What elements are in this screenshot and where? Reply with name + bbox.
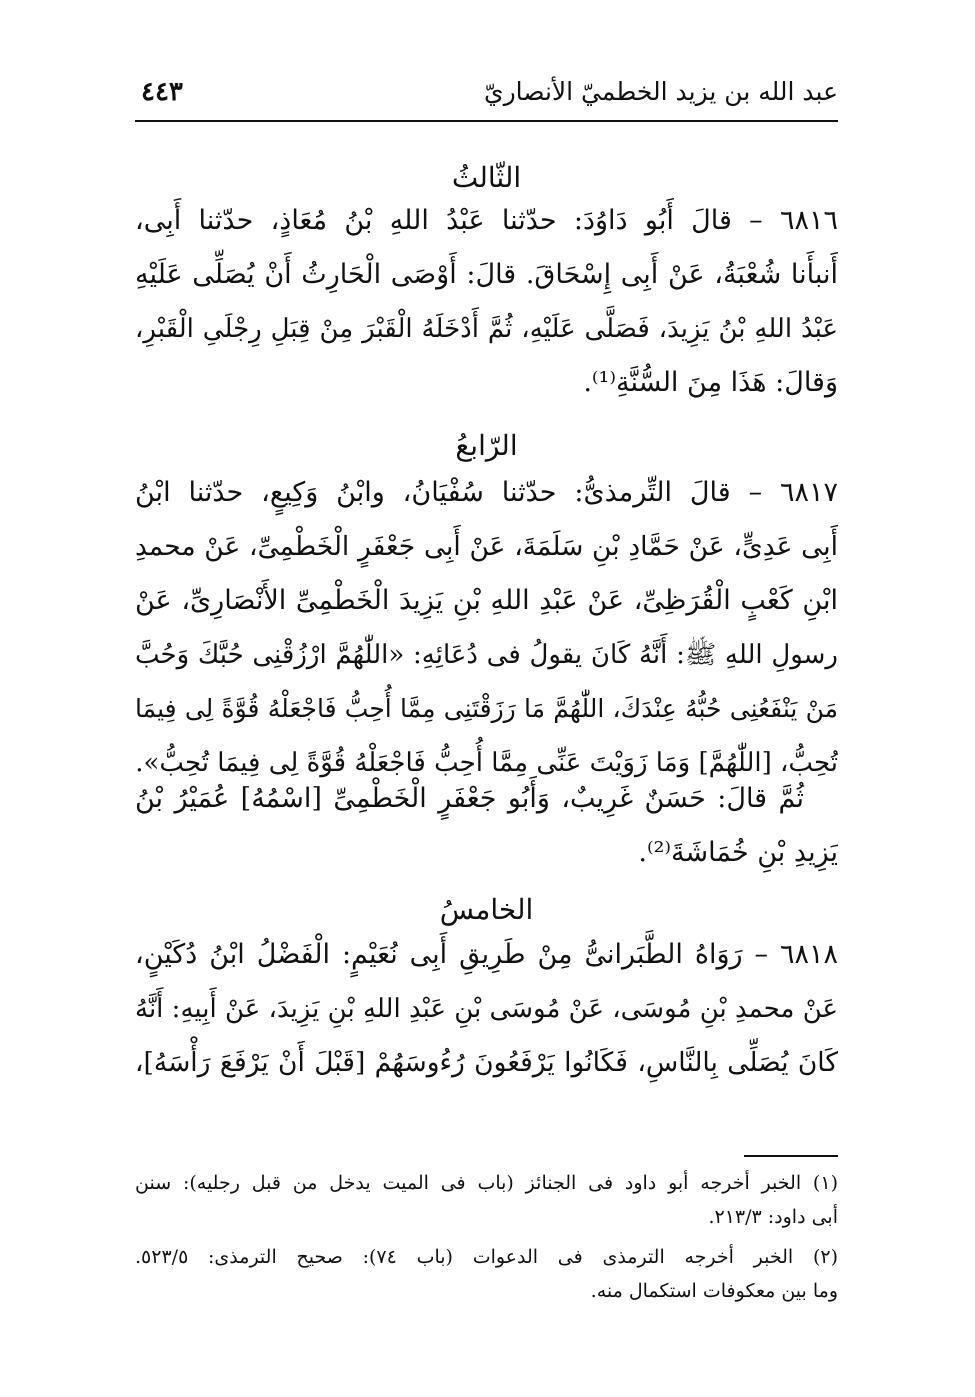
- footnote-line: (٢) الخبر أخرجه الترمذى فى الدعوات (باب ٧٤): صحيح الترمذى: ٥٢٣/٥.: [135, 1246, 838, 1268]
- footnote-line: وما بين معكوفات استكمال منه.: [590, 1280, 838, 1302]
- text-line: تُحِبُّ، [اللّٰهُمَّ] وَمَا زَوَيْتَ عَنِّى مِمَّا أُحِبُّ فَاجْعَلْهُ قُوَّةً لِى فِيمَا تُحِبُّ».: [135, 748, 838, 778]
- text-line: مَنْ يَنْفَعُنِى حُبُّهُ عِنْدَكَ، اللّٰهُمَّ مَا رَزَقْتَنِى مِمَّا أُحِبُّ فَاجْعَلْهُ قُوَّةً لِى فِيمَا: [135, 694, 838, 723]
- running-head-title: عبد الله بن يزيد الخطميّ الأنصاريّ: [484, 77, 838, 106]
- hadith-6818: [135, 928, 838, 1090]
- text-line: ٦٨١٨ – رَوَاهُ الطَّبَرانىُّ مِنْ طَرِيقِ أَبِى نُعَيْمٍ: الْفَضْلُ ابْنُ دُكَيْنٍ،: [135, 939, 838, 970]
- hadith-6817: [135, 466, 838, 790]
- hadith-6817-comment: [135, 772, 838, 880]
- text-line: عَبْدُ اللهِ بْنُ يَزِيدَ، فَصَلَّى عَلَيْهِ، ثُمَّ أَدْخَلَهُ الْقَبْرَ مِنْ قِبَلِ رِجْلَىِ الْقَبْرِ،: [135, 314, 838, 344]
- running-head: [135, 70, 838, 122]
- section-heading-fourth: الرّابعُ: [455, 429, 518, 462]
- footnotes: [135, 1166, 838, 1308]
- text-line: كَانَ يُصَلِّى بِالنَّاسِ، فَكَانُوا يَرْفَعُونَ رُءُوسَهُمْ [قَبْلَ أَنْ يَرْفَعَ رَأْسَهُ]،: [135, 1047, 838, 1078]
- text-line: ٦٨١٦ – قالَ أَبُو دَاوُدَ: حدّثنا عَبْدُ اللهِ بْنُ مُعَاذٍ، حدّثنا أَبِى،: [135, 205, 838, 236]
- text-line: رسولِ اللهِ ﷺ: أَنَّهُ كَانَ يقولُ فى دُعَائِهِ: «اللّٰهُمَّ ارْزُقْنِى حُبَّكَ وَحُبَّ: [135, 640, 838, 670]
- text-line: ٦٨١٧ – قالَ التِّرمذىُّ: حدّثنا سُفْيَانُ، وابْنُ وَكِيعٍ، حدّثنا ابْنُ: [135, 477, 838, 508]
- page-number: ٤٤٣: [141, 77, 183, 107]
- text-line: يَزِيدِ بْنِ خُمَاشَةَ⁽²⁾.: [638, 837, 838, 868]
- text-line: ثُمَّ قالَ: حَسَنٌ غَرِيبٌ، وَأَبُو جَعْفَرٍ الْخَطْمِىِّ [اسْمُهُ] عُمَيْرُ بْنُ: [135, 783, 804, 814]
- text-line: عَنْ محمدِ بْنِ مُوسَى، عَنْ مُوسَى بْنِ عَبْدِ اللهِ بْنِ يَزِيدَ، عَنْ أَبِيهِ: أَنَّهُ: [135, 994, 838, 1024]
- text-line: أَنبأَنا شُعْبَةُ، عَنْ أَبِى إِسْحَاقَ. قالَ: أَوْصَى الْحَارِثُ أَنْ يُصَلِّى عَلَيْهِ: [135, 259, 838, 290]
- footnote-line: (١) الخبر أخرجه أبو داود فى الجنائز (باب فى الميت يدخل من قبل رجليه): سنن: [135, 1172, 838, 1194]
- section-heading-third: الثّالثُ: [451, 161, 522, 194]
- footnote-divider: [744, 1155, 838, 1157]
- hadith-6816: [135, 194, 838, 410]
- text-line: وَقالَ: هَذَا مِنَ السُّنَّةِ⁽¹⁾.: [583, 367, 838, 398]
- text-line: ابْنِ كَعْبٍ الْقُرَظِىِّ، عَنْ عَبْدِ اللهِ بْنِ يَزِيدَ الْخَطْمِىِّ الأَنْصَارِىِّ، عَنْ: [135, 585, 838, 616]
- text-line: أَبِى عَدِىٍّ، عَنْ حَمَّادِ بْنِ سَلَمَةَ، عَنْ أَبِى جَعْفَرٍ الْخَطْمِىِّ، عَنْ محمدِ: [135, 531, 838, 562]
- footnote-line: أبى داود: ٢١٣/٣.: [708, 1206, 838, 1228]
- section-heading-fifth: الخامسُ: [439, 893, 534, 926]
